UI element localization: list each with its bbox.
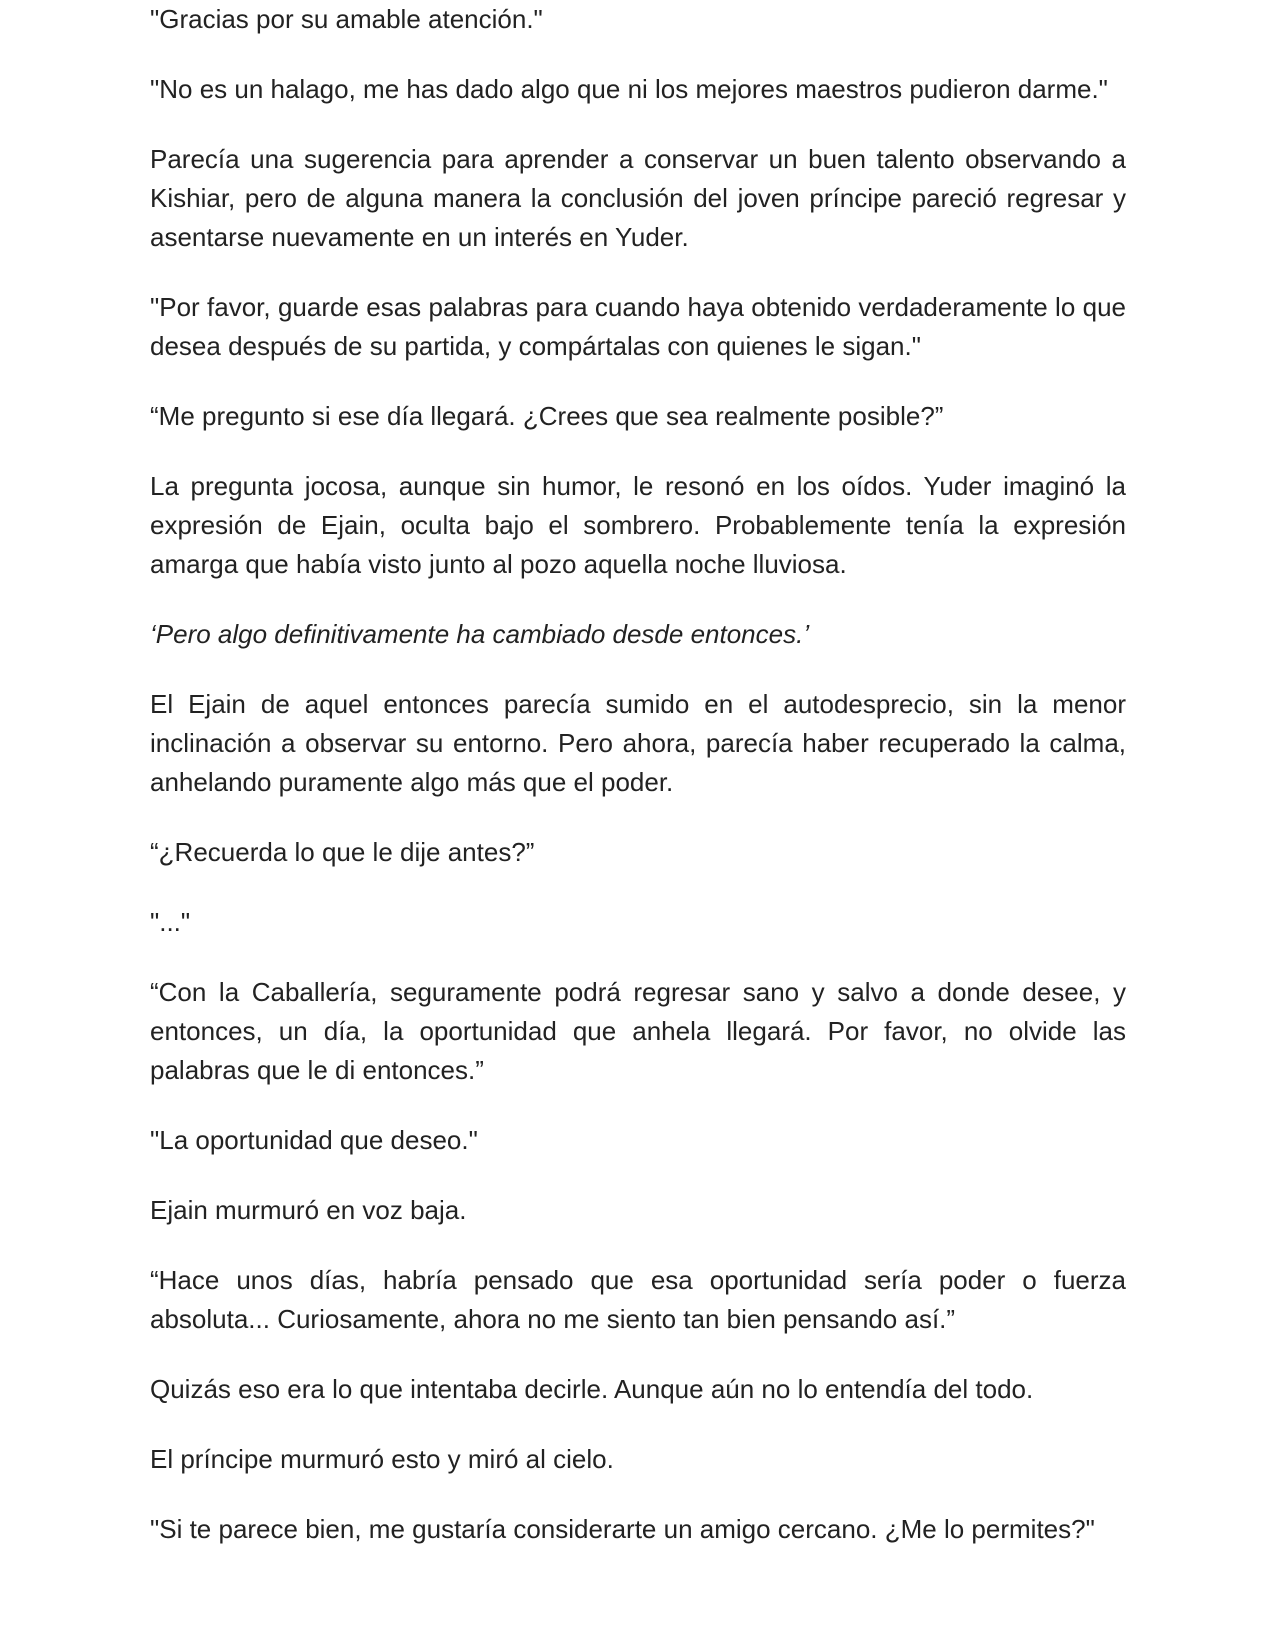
paragraph: El príncipe murmuró esto y miró al cielo. xyxy=(150,1444,614,1474)
paragraph: Parecía una sugerencia para aprender a conservar un buen talento observando a Kishiar, pero de alguna manera la conclusión del joven príncipe pareció regresar y asentarse nuevamente en un interés en Yuder. xyxy=(150,144,1126,252)
italic-thought-paragraph: ‘Pero algo definitivamente ha cambiado desde entonces.’ xyxy=(150,619,810,649)
paragraph: Ejain murmuró en voz baja. xyxy=(150,1195,467,1225)
paragraph: "La oportunidad que deseo." xyxy=(150,1125,478,1155)
paragraph: "Si te parece bien, me gustaría considerarte un amigo cercano. ¿Me lo permites?" xyxy=(150,1514,1095,1544)
paragraph: "..." xyxy=(150,907,191,937)
paragraph: “¿Recuerda lo que le dije antes?” xyxy=(150,837,535,867)
paragraph: "Por favor, guarde esas palabras para cuando haya obtenido verdaderamente lo que desea después de su partida, y compártalas con quienes le sigan." xyxy=(150,292,1126,361)
paragraph: El Ejain de aquel entonces parecía sumido en el autodesprecio, sin la menor inclinación a observar su entorno. Pero ahora, parecía haber recuperado la calma, anhelando puramente algo más que el poder. xyxy=(150,689,1126,797)
paragraph: “Con la Caballería, seguramente podrá regresar sano y salvo a donde desee, y entonces, un día, la oportunidad que anhela llegará. Por favor, no olvide las palabras que le di entonces.” xyxy=(150,977,1126,1085)
paragraph: "Gracias por su amable atención." xyxy=(150,4,543,34)
document-page xyxy=(150,0,1126,1580)
paragraph: "No es un halago, me has dado algo que ni los mejores maestros pudieron darme." xyxy=(150,74,1108,104)
paragraph: Quizás eso era lo que intentaba decirle. Aunque aún no lo entendía del todo. xyxy=(150,1374,1034,1404)
paragraph: “Me pregunto si ese día llegará. ¿Crees que sea realmente posible?” xyxy=(150,401,944,431)
paragraph: “Hace unos días, habría pensado que esa oportunidad sería poder o fuerza absoluta... Curiosamente, ahora no me siento tan bien pensando así.” xyxy=(150,1265,1126,1334)
paragraph: La pregunta jocosa, aunque sin humor, le resonó en los oídos. Yuder imaginó la expresión de Ejain, oculta bajo el sombrero. Probablemente tenía la expresión amarga que había visto junto al pozo aquella noche lluviosa. xyxy=(150,471,1126,579)
